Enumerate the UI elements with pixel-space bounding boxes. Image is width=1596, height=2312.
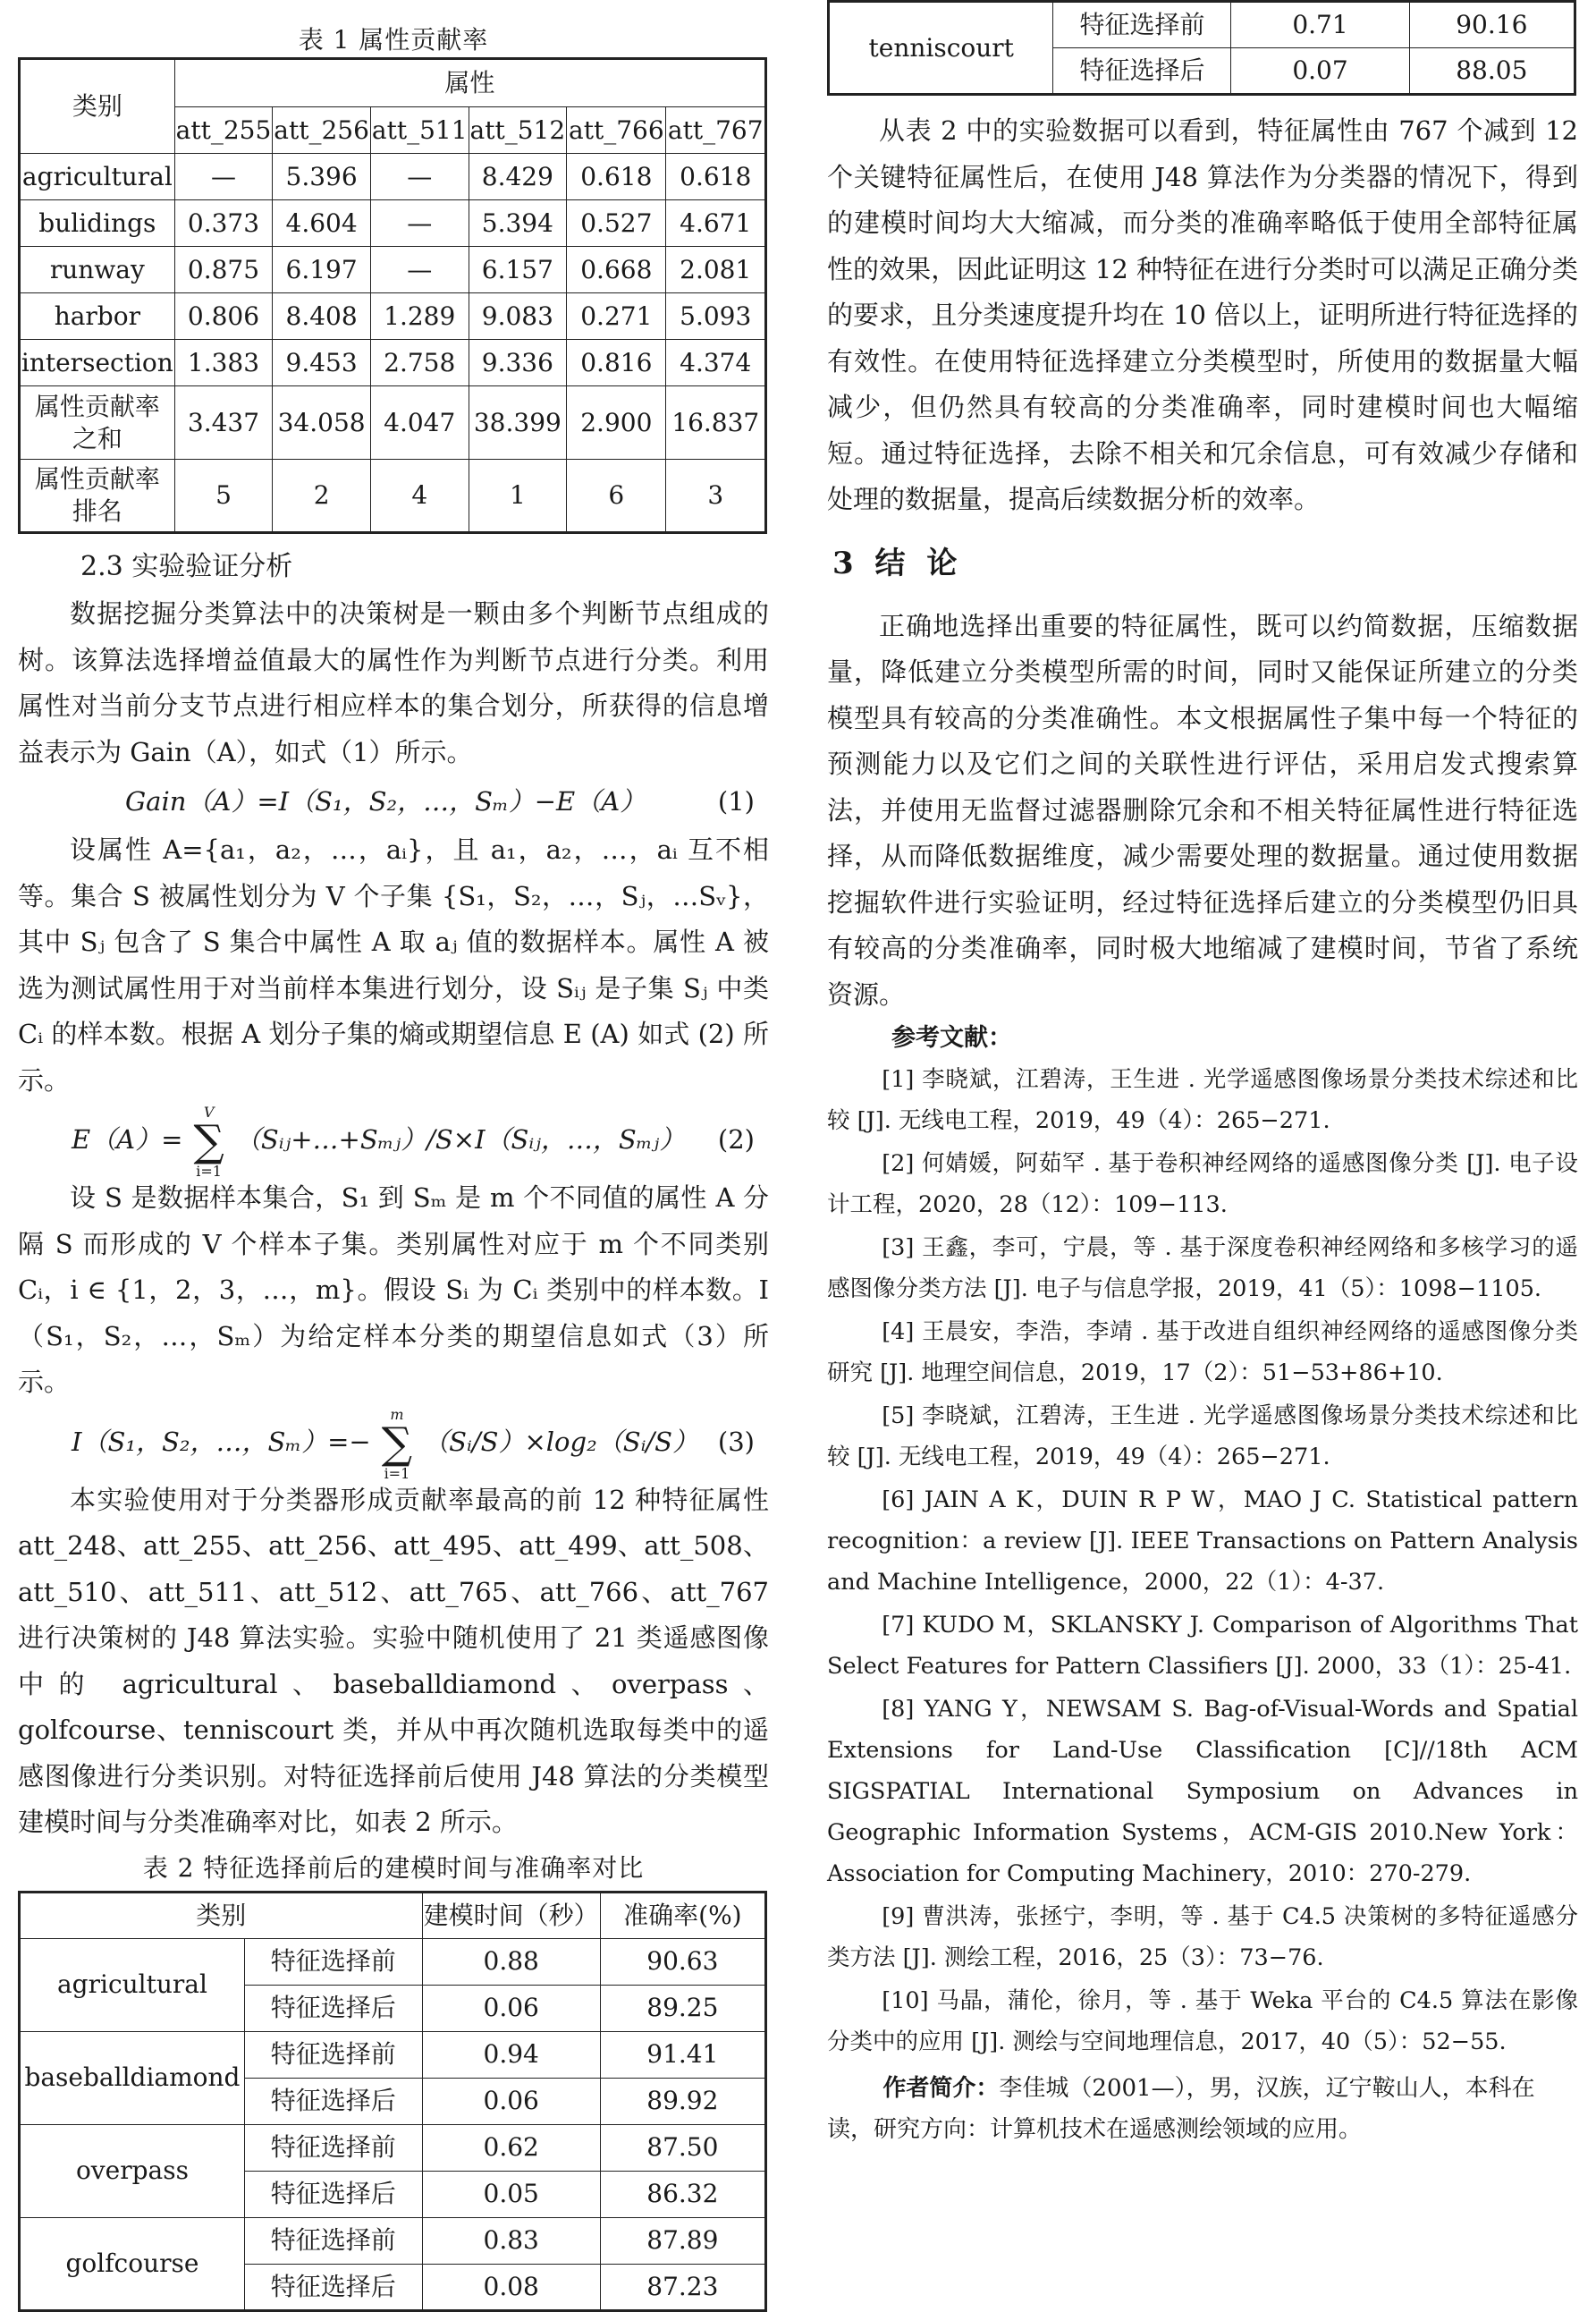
table1-row-label: agricultural	[20, 154, 175, 200]
table1-row	[20, 293, 766, 340]
table1-row	[20, 247, 766, 293]
paragraph: 设属性 A={a₁，a₂，…，aᵢ}，且 a₁，a₂，…，aᵢ 互不相等。集合 S 被属性划分为 V 个子集 {S₁，S₂，…，Sⱼ，…Sᵥ}，其中 Sⱼ 包含了 S 集合中属性 A 取 aⱼ 值的数据样本。属性 A 被选为测试属性用于对当前样本集进行划分，设 Sᵢⱼ 是子集 Sⱼ 中类 Cᵢ 的样本数。根据 A 划分子集的熵或期望信息 E (A) 如式 (2) 所示。	[18, 834, 769, 1096]
section-3-heading: 3 结 论	[832, 545, 963, 581]
reference-item: [9] 曹洪涛，张拯宁，李明，等 . 基于 C4.5 决策树的多特征遥感分类方法 [J]. 测绘工程，2016，25（3）：73−76.	[827, 1903, 1578, 1971]
table1-cell: 4.671	[666, 200, 766, 247]
sum-symbol: ∑ V i=1	[193, 1104, 224, 1180]
table2-row	[20, 2217, 766, 2264]
table1-cell: 4.604	[273, 200, 371, 247]
reference-item: [1] 李晓斌，江碧涛，王生进 . 光学遥感图像场景分类技术综述和比较 [J]. 无线电工程，2019，49（4）：265−271.	[827, 1066, 1578, 1134]
table1-row-label: runway	[20, 247, 175, 293]
table1-cell: —	[174, 154, 273, 200]
table2-stage: 特征选择前	[244, 1938, 422, 1985]
table1-col-header: att_767	[666, 107, 766, 154]
table2	[18, 1891, 767, 2312]
table1-cell: 0.668	[567, 247, 666, 293]
table2-group-label: overpass	[20, 2124, 245, 2217]
table2-row	[20, 2124, 766, 2171]
paragraph: 正确地选择出重要的特征属性，既可以约简数据，压缩数据量，降低建立分类模型所需的时间，同时又能保证所建立的分类模型具有较高的分类准确性。本文根据属性子集中每一个特征的预测能力以及它们之间的关联性进行评估，采用启发式搜索算法，并使用无监督过滤器删除冗余和不相关特征属性进行特征选择，从而降低数据维度，减少需要处理的数据量。通过使用数据挖掘软件进行实验证明，经过特征选择后建立的分类模型仍旧具有较高的分类准确率，同时极大地缩减了建模时间，节省了系统资源。	[827, 610, 1578, 1010]
table1-corner: 类别	[20, 59, 175, 154]
table2-acc: 90.63	[600, 1938, 765, 1985]
table2-acc: 87.89	[600, 2217, 765, 2264]
reference-item: [3] 王鑫，李可，宁晨，等 . 基于深度卷积神经网络和多核学习的遥感图像分类方法 [J]. 电子与信息学报，2019，41（5）：1098−1105.	[827, 1234, 1578, 1302]
table2-row	[20, 1938, 766, 1985]
author-label: 作者简介：	[882, 2075, 1000, 2102]
table1-cell: 2.081	[666, 247, 766, 293]
table1-cell: 9.083	[469, 293, 567, 340]
table1-cell: 5.093	[666, 293, 766, 340]
table2-acc: 87.23	[600, 2264, 765, 2310]
table2-time: 0.06	[422, 1985, 600, 2031]
author-bio	[827, 2068, 1578, 2150]
table2-continued	[827, 0, 1576, 96]
table2-caption: 表 2 特征选择前后的建模时间与准确率对比	[142, 1852, 645, 1883]
table1-row	[20, 340, 766, 386]
table1-col-header: att_255	[174, 107, 273, 154]
table2-time: 0.06	[422, 2078, 600, 2124]
formula-number: (3)	[717, 1426, 755, 1457]
table2-acc: 87.50	[600, 2124, 765, 2171]
table2-group-label: baseballdiamond	[20, 2031, 245, 2124]
table2-row	[20, 2031, 766, 2078]
left-column	[18, 0, 769, 2312]
table2-time: 0.83	[422, 2217, 600, 2264]
paragraph: 从表 2 中的实验数据可以看到，特征属性由 767 个减到 12 个关键特征属性后，在使用 J48 算法作为分类器的情况下，得到的建模时间均大大缩减，而分类的准确率略低于使用全部特征属性的效果，因此证明这 12 种特征在进行分类时可以满足正确分类的要求，且分类速度提升均在 10 倍以上，证明所进行特征选择的有效性。在使用特征选择建立分类模型时，所使用的数据量大幅减少，但仍然具有较高的分类准确率，同时建模时间也大幅缩短。通过特征选择，去除不相关和冗余信息，可有效减少存储和处理的数据量，提高后续数据分析的效率。	[827, 115, 1578, 514]
paragraph: 本实验使用对于分类器形成贡献率最高的前 12 种特征属性 att_248、att_255、att_256、att_495、att_499、att_508、att_510、att_511、att_512、att_765、att_766、att_767 进行决策树的 J48 算法实验。实验中随机使用了 21 类遥感图像中的 agricultural、baseballdiamond、overpass、golfcourse、tenniscourt 类，并从中再次随机选取每类中的遥感图像进行分类识别。对特征选择前后使用 J48 算法的分类模型建模时间与分类准确率对比，如表 2 所示。	[18, 1484, 769, 1837]
reference-item: [8] YANG Y，NEWSAM S. Bag-of-Visual-Words and Spatial Extensions for Land-Use Classification [C]//18th ACM SIGSPATIAL International Symposium on Advances in Geographic Information Systems，ACM-GIS 2010.New York：Association for Computing Machinery，2010：270-279.	[827, 1696, 1578, 1887]
formula-number: (1)	[717, 786, 755, 817]
table2-acc: 86.32	[600, 2171, 765, 2217]
table2-time: 0.08	[422, 2264, 600, 2310]
table2-acc: 91.41	[600, 2031, 765, 2078]
table1-cell: 4.047	[370, 386, 469, 460]
table1-cell: 1	[469, 460, 567, 533]
table2-acc: 89.25	[600, 1985, 765, 2031]
references-heading: 参考文献：	[891, 1024, 1012, 1052]
table1-cell: 0.875	[174, 247, 273, 293]
formula-3: I（S₁，S₂，…，Sₘ）=− ∑ m i=1 （Sᵢ/S）×log₂（Sᵢ/S） (3)	[72, 1405, 755, 1482]
table2-stage: 特征选择前	[1053, 2, 1231, 48]
table1-row-rank	[20, 460, 766, 533]
table2-acc: 89.92	[600, 2078, 765, 2124]
paragraph: 设 S 是数据样本集合，S₁ 到 Sₘ 是 m 个不同值的属性 A 分隔 S 而形成的 V 个样本子集。类别属性对应于 m 个不同类别 Cᵢ，i ∈ {1，2，3，…，m}。假设 Sᵢ 为 Cᵢ 类别中的样本数。I（S₁，S₂，…，Sₘ）为给定样本分类的期望信息如式（3）所示。	[18, 1182, 769, 1397]
table1-cell: 34.058	[273, 386, 371, 460]
table1-row-label: harbor	[20, 293, 175, 340]
table1-cell: 0.373	[174, 200, 273, 247]
table1-cell: —	[370, 247, 469, 293]
table1	[18, 57, 767, 534]
table1-row-label: bulidings	[20, 200, 175, 247]
right-column	[827, 0, 1578, 2150]
table1-cell: 0.618	[666, 154, 766, 200]
table2-stage: 特征选择前	[244, 2031, 422, 2078]
table1-cell: 0.806	[174, 293, 273, 340]
table2-stage: 特征选择前	[244, 2124, 422, 2171]
table1-cell: 9.453	[273, 340, 371, 386]
table2-acc: 88.05	[1409, 48, 1575, 95]
table2-time: 0.88	[422, 1938, 600, 1985]
table2-time: 0.05	[422, 2171, 600, 2217]
table2-header-row	[20, 1892, 766, 1938]
table2-stage: 特征选择后	[1053, 48, 1231, 95]
table1-cell: 5.394	[469, 200, 567, 247]
table1-cell: 0.618	[567, 154, 666, 200]
table2-row	[829, 2, 1575, 48]
table1-cell: —	[370, 154, 469, 200]
table1-cell: 6.157	[469, 247, 567, 293]
table1-cell: 9.336	[469, 340, 567, 386]
paragraph: 数据挖掘分类算法中的决策树是一颗由多个判断节点组成的树。该算法选择增益值最大的属性作为判断节点进行分类。利用属性对当前分支节点进行相应样本的集合划分，所获得的信息增益表示为 Gain（A），如式（1）所示。	[18, 598, 769, 767]
table1-cell: 3	[666, 460, 766, 533]
table1-cell: 2	[273, 460, 371, 533]
table1-cell: 16.837	[666, 386, 766, 460]
table1-caption: 表 1 属性贡献率	[298, 25, 489, 55]
table1-cell: 8.408	[273, 293, 371, 340]
table2-time: 0.62	[422, 2124, 600, 2171]
table2-time: 0.94	[422, 2031, 600, 2078]
table2-stage: 特征选择后	[244, 2078, 422, 2124]
formula-2: E（A）= ∑ V i=1 （Sᵢⱼ+…+Sₘⱼ）/S×I（Sᵢⱼ，…，Sₘⱼ） (2)	[72, 1104, 755, 1180]
table2-stage: 特征选择后	[244, 2264, 422, 2310]
reference-item: [2] 何婧媛，阿茹罕 . 基于卷积神经网络的遥感图像分类 [J]. 电子设计工程，2020，28（12）：109−113.	[827, 1150, 1578, 1218]
author-text: 李佳城（2001—），男，汉族，辽宁鞍山人，本科在读，研究方向：计算机技术在遥感测绘领域的应用。	[827, 2075, 1535, 2143]
table2-col-header: 建模时间（秒）	[422, 1892, 600, 1938]
table2-group-label: golfcourse	[20, 2217, 245, 2310]
formula-number: (2)	[717, 1124, 755, 1155]
table1-cell: 1.383	[174, 340, 273, 386]
table1-cell: 3.437	[174, 386, 273, 460]
table2-acc: 90.16	[1409, 2, 1575, 48]
table2-stage: 特征选择后	[244, 1985, 422, 2031]
table2-time: 0.07	[1231, 48, 1409, 95]
table1-col-header: att_511	[370, 107, 469, 154]
reference-item: [5] 李晓斌，江碧涛，王生进 . 光学遥感图像场景分类技术综述和比较 [J]. 无线电工程，2019，49（4）：265−271.	[827, 1402, 1578, 1470]
reference-item: [10] 马晶，蒲伦，徐月，等 . 基于 Weka 平台的 C4.5 算法在影像分类中的应用 [J]. 测绘与空间地理信息，2017，40（5）：52−55.	[827, 1987, 1578, 2055]
reference-item: [6] JAIN A K，DUIN R P W，MAO J C. Statistical pattern recognition：a review [J]. IEEE Transactions on Pattern Analysis and Machine Intelligence，2000，22（1）：4-37.	[827, 1486, 1578, 1596]
table1-cell: 5	[174, 460, 273, 533]
table1-group-header: 属性	[174, 59, 765, 107]
table1-col-header: att_512	[469, 107, 567, 154]
table1-cell: —	[370, 200, 469, 247]
table1-col-header: att_256	[273, 107, 371, 154]
table1-row	[20, 200, 766, 247]
table1-cell: 4	[370, 460, 469, 533]
table1-row	[20, 154, 766, 200]
table1-cell: 0.527	[567, 200, 666, 247]
table1-cell: 6.197	[273, 247, 371, 293]
reference-item: [4] 王晨安，李浩，李靖 . 基于改进自组织神经网络的遥感图像分类研究 [J]. 地理空间信息，2019，17（2）：51−53+86+10.	[827, 1318, 1578, 1386]
table2-time: 0.71	[1231, 2, 1409, 48]
table1-row-label: intersection	[20, 340, 175, 386]
table2-group-label: agricultural	[20, 1938, 245, 2031]
table1-cell: 5.396	[273, 154, 371, 200]
table2-stage: 特征选择前	[244, 2217, 422, 2264]
table1-cell: 2.758	[370, 340, 469, 386]
table1-row-label: 属性贡献率 之和	[20, 386, 175, 460]
table1-cell: 8.429	[469, 154, 567, 200]
table1-cell: 0.271	[567, 293, 666, 340]
table1-cell: 6	[567, 460, 666, 533]
table1-cell: 38.399	[469, 386, 567, 460]
table1-cell: 2.900	[567, 386, 666, 460]
reference-item: [7] KUDO M，SKLANSKY J. Comparison of Algorithms That Select Features for Pattern Classifiers [J]. 2000，33（1）：25-41.	[827, 1612, 1578, 1680]
table1-row-label: 属性贡献率 排名	[20, 460, 175, 533]
table1-col-header: att_766	[567, 107, 666, 154]
table1-cell: 1.289	[370, 293, 469, 340]
formula-1: Gain（A）=I（S₁，S₂，…，Sₘ）−E（A） (1)	[18, 775, 769, 827]
sum-symbol: ∑ m i=1	[381, 1405, 413, 1482]
table2-col-header: 类别	[20, 1892, 423, 1938]
table1-cell: 0.816	[567, 340, 666, 386]
section-2-3-heading: 2.3 实验验证分析	[80, 551, 293, 582]
table2-col-header: 准确率(%)	[600, 1892, 765, 1938]
table1-cell: 4.374	[666, 340, 766, 386]
table1-row-sum	[20, 386, 766, 460]
table2-stage: 特征选择后	[244, 2171, 422, 2217]
table2-group-label: tenniscourt	[829, 2, 1053, 95]
